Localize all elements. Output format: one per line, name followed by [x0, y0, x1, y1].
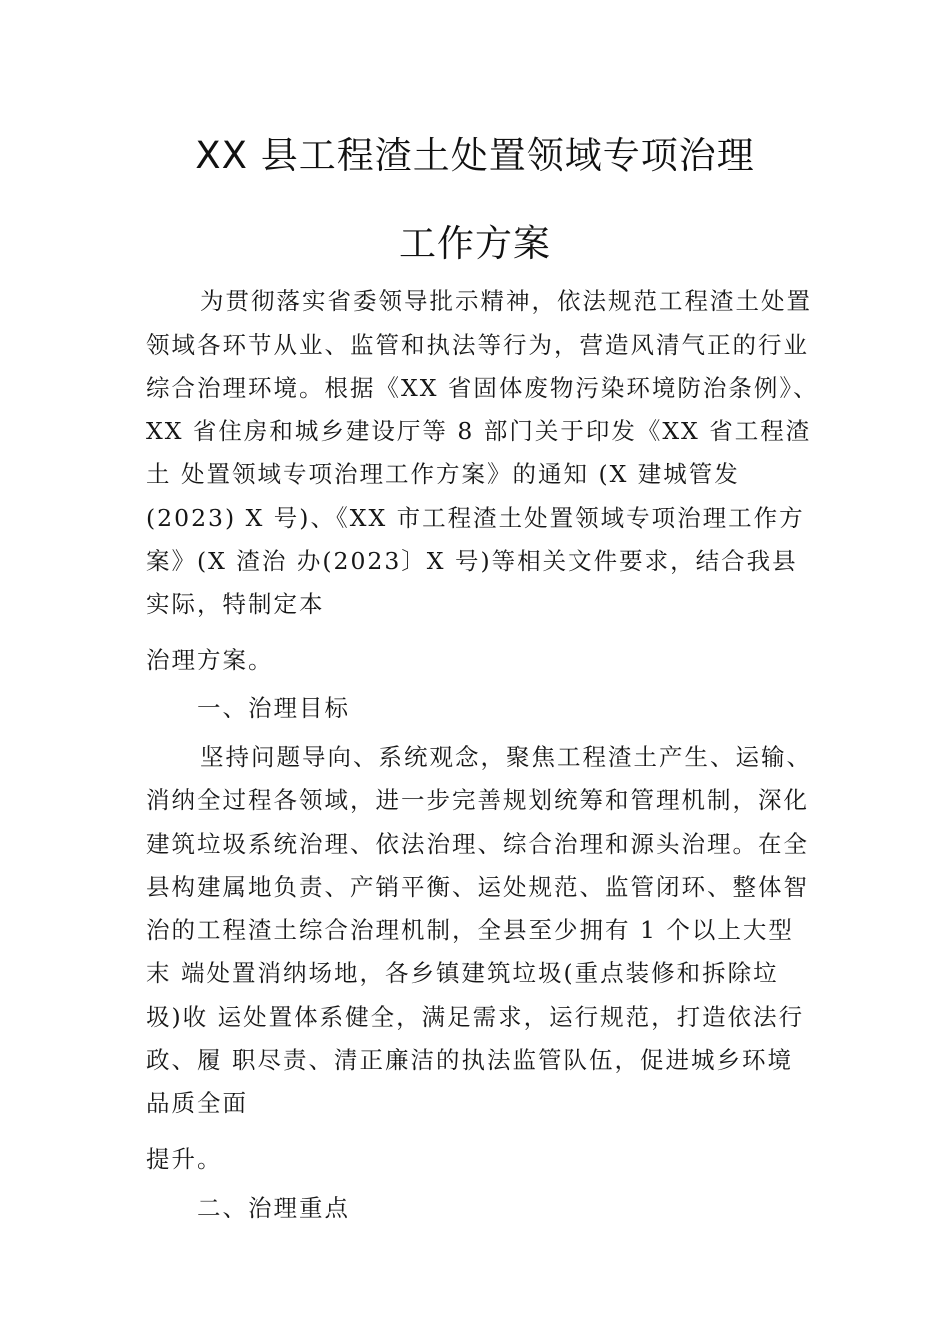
paragraph-2-line: 建筑垃圾系统治理、依法治理、综合治理和源头治理。在全: [146, 830, 809, 858]
section-heading-2: 二、治理重点: [197, 1194, 350, 1222]
paragraph-2-line: 品质全面: [146, 1089, 248, 1117]
paragraph-1-line: 领域各环节从业、监管和执法等行为，营造风清气正的行业: [146, 331, 809, 359]
paragraph-2-line: 末 端处置消纳场地，各乡镇建筑垃圾(重点装修和拆除垃: [146, 959, 779, 987]
paragraph-1-line: 土 处置领域专项治理工作方案》的通知 (X 建城管发: [146, 460, 740, 488]
paragraph-2-line: 治的工程渣土综合治理机制，全县至少拥有 1 个以上大型: [146, 916, 794, 944]
paragraph-1-line: 为贯彻落实省委领导批示精神，依法规范工程渣土处置: [200, 287, 812, 315]
paragraph-1-line: XX 省住房和城乡建设厅等 8 部门关于印发《XX 省工程渣: [146, 417, 812, 445]
paragraph-2-tail: 提升。: [146, 1145, 223, 1173]
paragraph-1-line: 实际，特制定本: [146, 590, 325, 618]
paragraph-2-line: 县构建属地负责、产销平衡、运处规范、监管闭环、整体智: [146, 873, 809, 901]
paragraph-1-line: (2023) X 号)、《XX 市工程渣土处置领域专项治理工作方: [146, 504, 805, 532]
document-title-line-1: XX 县工程渣土处置领域专项治理: [195, 134, 755, 177]
section-heading-1: 一、治理目标: [197, 694, 350, 722]
paragraph-2-line: 政、履 职尽责、清正廉洁的执法监管队伍，促进城乡环境: [146, 1046, 793, 1074]
document-title-line-2: 工作方案: [399, 222, 551, 265]
paragraph-1-line: 案》(X 渣治 办(2023〕X 号)等相关文件要求，结合我县: [146, 547, 798, 575]
paragraph-1-line: 综合治理环境。根据《XX 省固体废物污染环境防治条例》、: [146, 374, 819, 402]
paragraph-2-line: 消纳全过程各领域，进一步完善规划统筹和管理机制，深化: [146, 786, 809, 814]
paragraph-2-line: 坚持问题导向、系统观念，聚焦工程渣土产生、运输、: [200, 743, 812, 771]
paragraph-2-line: 圾)收 运处置体系健全，满足需求，运行规范，打造依法行: [146, 1003, 805, 1031]
paragraph-1-tail: 治理方案。: [146, 646, 274, 674]
